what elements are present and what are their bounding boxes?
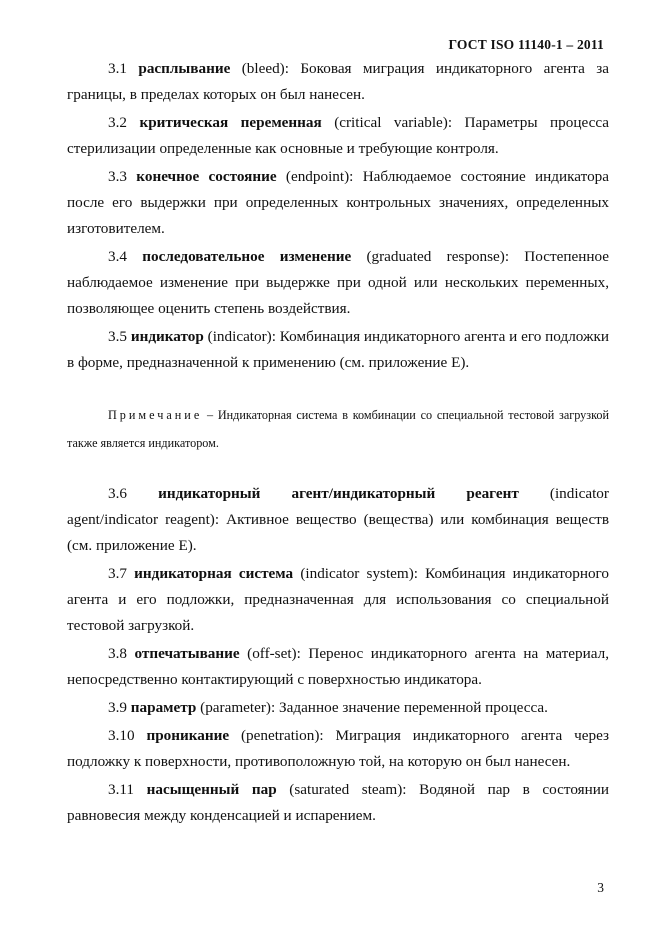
clause-number: 3.4 [108,248,127,265]
term: индикатор [130,328,204,345]
term: расплывание [138,60,231,77]
clause-number: 3.8 [108,645,127,662]
definition-text: (parameter): Заданное значение переменной процесса. [196,699,548,716]
definition-text: (off-set): Перенос индикаторного агента на материал, непосредственно контактирующий с поверхностью индикатора. [67,645,609,688]
page-number: 3 [597,880,604,895]
clause-number: 3.1 [108,60,127,77]
term: индикаторный [158,485,261,502]
term: критическая переменная [139,114,322,131]
definition-text: (indicator system): Комбинация индикаторного агента и его подложки, предназначенная для использования со специальной тестовой загрузкой. [67,565,610,634]
clause-number: 3.11 [108,781,135,798]
definition-text: (endpoint): Наблюдаемое состояние индикатора после его выдержки при определенных контрольных значениях, определенных изготовителем. [67,168,610,237]
definition-3-8 [67,641,609,693]
document-header: ГОСТ ISO 11140-1 – 2011 [448,37,604,52]
definition-3-3 [67,164,609,242]
term: индикаторная система [134,565,294,582]
definition-text: (bleed): Боковая миграция индикаторного агента за границы, в пределах которых он был нанесен. [67,60,609,103]
definition-3-10 [67,723,609,775]
definition-3-5 [67,324,609,376]
term: насыщенный пар [146,781,277,798]
definition-text: (indicator): Комбинация индикаторного агента и его подложки в форме, предназначенной к применению (см. приложение Е). [67,328,609,371]
definition-3-7 [67,561,609,639]
definition-text: (saturated steam): Водяной пар в состоянии равновесия между конденсацией и испарением. [67,781,609,824]
term: реагент [466,485,519,502]
clause-number: 3.10 [108,727,135,744]
definition-text: (graduated response): Постепенное наблюдаемое изменение при выдержке при одной или нескольких переменных, позволяющее оценить степень воздействия. [67,248,609,317]
definition-text: (penetration): Миграция индикаторного агента через подложку к поверхности, противоположную той, на которую он был нанесен. [67,727,610,770]
clause-number: 3.3 [108,168,127,185]
term: последовательное изменение [142,248,352,265]
term: конечное состояние [136,168,277,185]
definition-text: (indicator [549,485,609,502]
note-label: Примечание [108,408,203,422]
definition-3-2 [67,110,609,162]
term: агент/индикаторный [291,485,436,502]
note-text: – Индикаторная система в комбинации со специальной тестовой загрузкой также является индикатором. [67,408,609,450]
term: проникание [146,727,230,744]
term: параметр [130,699,197,716]
definition-3-6 [67,481,609,559]
definition-3-4 [67,244,609,322]
definition-text: (critical variable): Параметры процесса стерилизации определенные как основные и требующие контроля. [67,114,609,157]
note [67,401,609,457]
definition-3-11 [67,777,609,829]
definition-3-9 [67,695,609,721]
clause-number: 3.7 [108,565,127,582]
definition-3-1 [67,56,609,108]
definition-3-6-first-line [67,481,609,507]
document-body [67,56,609,831]
term: отпечатывание [134,645,240,662]
clause-number: 3.5 [108,328,127,345]
clause-number: 3.6 [108,485,127,502]
clause-number: 3.9 [108,699,127,716]
definition-text: agent/indicator reagent): Активное вещество (вещества) или комбинация веществ (см. приложение Е). [67,511,609,554]
clause-number: 3.2 [108,114,127,131]
